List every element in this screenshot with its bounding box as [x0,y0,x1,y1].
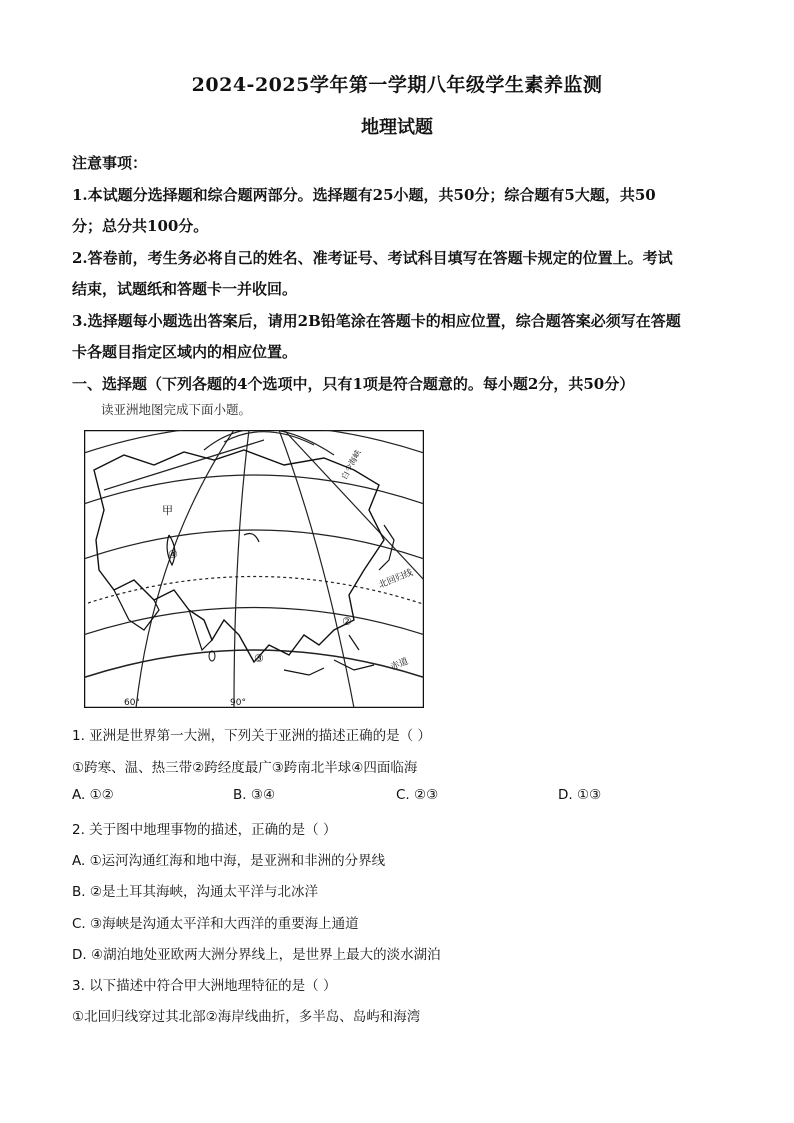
question-2-stem: 2. 关于图中地理事物的描述，正确的是（ ） [72,822,337,838]
label-jia: 甲 [162,504,173,517]
label-strait: 白令海峡 [339,448,363,481]
notes-line: 3.选择题每小题选出答案后，请用2B铅笔涂在答题卡的相应位置，综合题答案必须写在答题 [72,311,681,330]
label-4: ④ [168,548,178,561]
notes-line: 分；总分共100分。 [72,217,209,235]
section-heading: 一、选择题（下列各题的4个选项中，只有1项是符合题意的。每小题2分，共50分） [72,374,635,393]
notes-line: 结束，试题纸和答题卡一并收回。 [72,280,298,298]
notes-line: 卡各题目指定区域内的相应位置。 [72,343,298,361]
question-2-option-d[interactable]: D. ④湖泊地处亚欧两大洲分界线上，是世界上最大的淡水湖泊 [72,947,441,963]
label-60: 60° [124,698,140,708]
label-tropic: 北回归线 [377,568,415,591]
notes-line: 1.本试题分选择题和综合题两部分。选择题有25小题，共50分；综合题有5大题，共50 [72,185,656,204]
question-3-statements: ①北回归线穿过其北部②海岸线曲折，多半岛、岛屿和海湾 [72,1009,421,1025]
exam-subtitle: 地理试题 [361,117,433,138]
exam-title: 2024-2025学年第一学期八年级学生素养监测 [191,74,603,96]
notes-block [72,148,722,400]
label-3: ③ [254,652,264,665]
notes-line: 2.答卷前，考生务必将自己的姓名、准考证号、考试科目填写在答题卡规定的位置上。考试 [72,248,673,267]
question-2-option-b[interactable]: B. ②是土耳其海峡，沟通太平洋与北冰洋 [72,884,318,900]
asia-map [84,430,424,708]
label-90: 90° [230,698,246,708]
question-1-option-b[interactable]: B. ③④ [233,787,276,803]
label-equator: 赤道 [389,656,410,673]
question-1-option-d[interactable]: D. ①③ [558,787,602,803]
question-3-stem: 3. 以下描述中符合甲大洲地理特征的是（ ） [72,978,337,994]
question-1-option-c[interactable]: C. ②③ [396,787,439,803]
map-intro: 读亚洲地图完成下面小题。 [101,402,252,417]
question-1-stem: 1. 亚洲是世界第一大洲，下列关于亚洲的描述正确的是（ ） [72,728,431,744]
question-2-option-c[interactable]: C. ③海峡是沟通太平洋和大西洋的重要海上通道 [72,916,359,932]
question-1-statements: ①跨寒、温、热三带②跨经度最广③跨南北半球④四面临海 [72,760,418,776]
question-1-option-a[interactable]: A. ①② [72,787,114,803]
question-2-option-a[interactable]: A. ①运河沟通红海和地中海，是亚洲和非洲的分界线 [72,853,386,869]
label-2: ② [342,615,352,628]
notes-heading: 注意事项： [72,154,148,172]
